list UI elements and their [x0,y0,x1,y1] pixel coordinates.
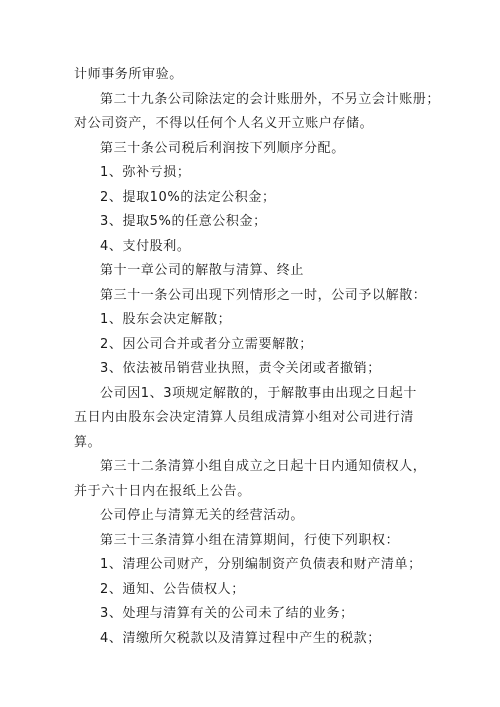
text-line: 第三十条公司税后利润按下列顺序分配。 [100,140,345,156]
text-line: 第三十三条清算小组在清算期间，行使下列职权： [100,532,400,548]
text-line: 1、清理公司财产，分别编制资产负债表和财产清单； [100,557,422,572]
text-line: 算。 [74,434,102,450]
text-line: 对公司资产，不得以任何个人名义开立账户存储。 [74,116,374,131]
text-line: 五日内由股东会决定清算人员组成清算小组对公司进行清 [74,410,415,425]
text-line: 2、通知、公告债权人； [100,581,245,597]
text-line: 第三十一条公司出现下列情形之一时，公司予以解散： [100,287,427,303]
text-line: 2、因公司合并或者分立需要解散； [100,336,313,352]
text-line: 3、提取5%的任意公积金； [100,214,267,229]
text-line: 4、清缴所欠税款以及清算过程中产生的税款； [100,630,381,646]
text-line: 第三十二条清算小组自成立之日起十日内通知债权人， [100,459,427,474]
chapter-heading: 第十一章公司的解散与清算、终止 [100,263,305,278]
text-line: 公司因1、3项规定解散的，于解散事由出现之日起十 [100,385,417,401]
text-line: 第二十九条公司除法定的会计账册外，不另立会计账册； [100,91,441,107]
text-line: 3、处理与清算有关的公司未了结的业务； [100,606,354,621]
text-line: 4、支付股利。 [100,238,191,254]
text-line: 计师事务所审验。 [74,67,183,82]
text-line: 2、提取10%的法定公积金； [100,189,276,205]
text-line: 并于六十日内在报纸上公告。 [74,483,251,499]
text-line: 1、弥补亏损； [100,165,191,180]
text-line: 1、股东会决定解散； [100,312,232,327]
text-line: 公司停止与清算无关的经营活动。 [100,508,305,523]
text-line: 3、依法被吊销营业执照，责令关闭或者撤销； [100,361,381,376]
